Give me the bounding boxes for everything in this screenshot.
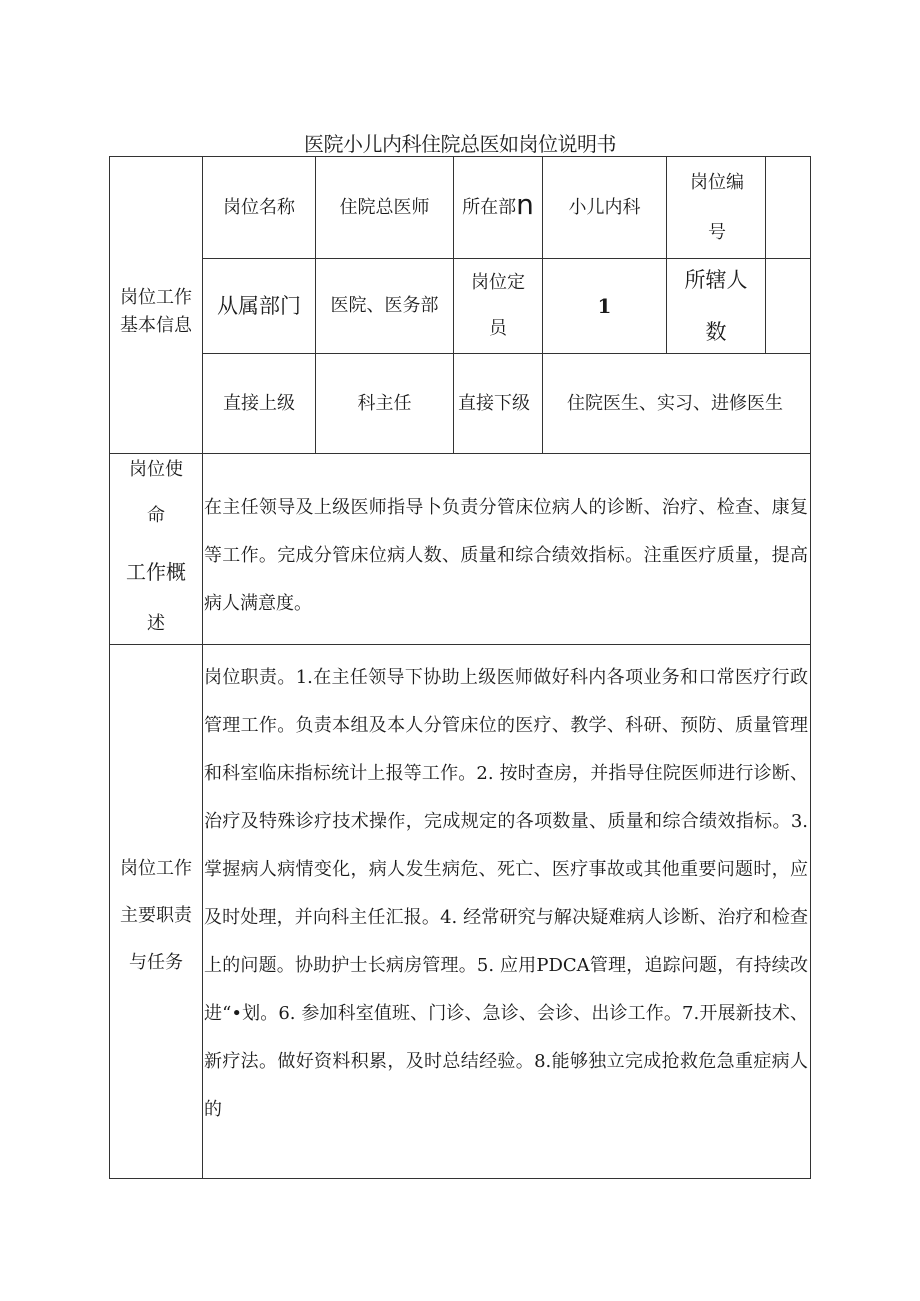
post-number-value xyxy=(766,157,810,258)
table-border-bottom xyxy=(109,1178,811,1179)
page-title: 医院小儿内科住院总医如岗位说明书 xyxy=(304,132,616,156)
direct-superior-value: 科主任 xyxy=(357,392,412,414)
section-divider xyxy=(109,453,811,454)
direct-subordinate-value: 住院医生、实习、进修医生 xyxy=(567,392,783,414)
department-label-glyph: n xyxy=(516,187,534,221)
post-name-label: 岗位名称 xyxy=(223,196,295,218)
column-divider xyxy=(666,156,667,354)
basic-info-label: 岗位工作基本信息 xyxy=(120,287,192,336)
mission-label xyxy=(110,454,202,644)
mission-label-line4: 述 xyxy=(147,613,165,634)
direct-subordinate-label: 直接下级 xyxy=(458,392,530,414)
mission-label-line3: 工作概 xyxy=(126,560,186,584)
post-quota-label: 岗位定员 xyxy=(471,272,525,339)
subordinates-count-label: 所辖人数 xyxy=(684,268,748,344)
table-border-right xyxy=(810,156,811,1179)
direct-superior-label: 直接上级 xyxy=(223,392,295,414)
post-quota-value: 1 xyxy=(597,294,612,318)
mission-label-line2: 命 xyxy=(147,505,165,526)
mission-label-line1: 岗位使 xyxy=(129,459,183,480)
department-label xyxy=(454,157,542,258)
post-number-label: 岗位编号 xyxy=(690,171,744,243)
post-name-value: 住院总医师 xyxy=(339,196,430,218)
section-divider xyxy=(109,644,811,645)
duties-label: 岗位工作主要职责与任务 xyxy=(120,857,192,973)
department-label-text: 所在部 xyxy=(462,196,517,218)
department-value: 小儿内科 xyxy=(568,196,641,218)
duties-text: 岗位职责。1.在主任领导下协助上级医师做好科内各项业务和口常医疗行政管理工作。负责本组及本人分管床位的医疗、教学、科研、预防、质量管理和科室临床指标统计上报等工作。2. 按时查房，并指导住院医师进行诊断、治疗及特殊诊疗技术操作，完成规定的各项数量、质量和综合绩效指标。3.掌握病人病情变化，病人发生病危、死亡、医疗事故或其他重要问题时，应及时处理，并向科主任汇报。4. 经常研究与解决疑难病人诊断、治疗和检查上的问题。协助护士长病房管理。5. 应用PDCA管理，追踪问题，有持续改进“•划。6. 参加科室值班、门诊、急诊、会诊、出诊工作。7.开展新技术、新疗法。做好资料积累，及时总结经验。8.能够独立完成抢救危急重症病人的 xyxy=(204,667,808,1120)
mission-text: 在主任领导及上级医师指导卜负责分管床位病人的诊断、治疗、检查、康复等工作。完成分管床位病人数、质量和综合绩效指标。注重医疗质量，提高病人满意度。 xyxy=(204,497,808,614)
affiliated-dept-value: 医院、医务部 xyxy=(330,295,439,316)
affiliated-dept-label: 从属部门 xyxy=(217,294,301,318)
subordinates-count-value xyxy=(766,259,810,353)
